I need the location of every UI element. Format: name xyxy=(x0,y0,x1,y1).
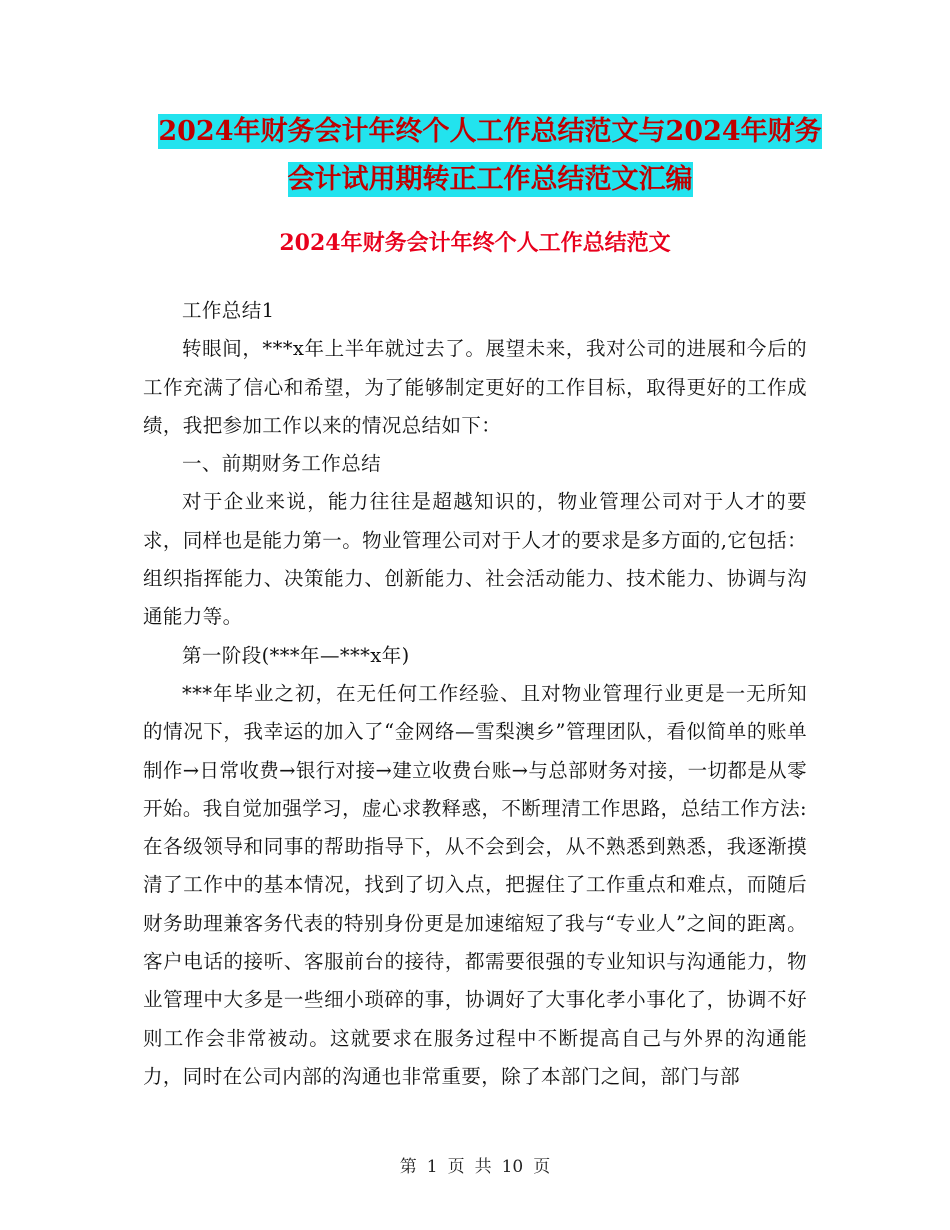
document-main-title xyxy=(140,108,840,204)
main-title-line-2: 会计试用期转正工作总结范文汇编 xyxy=(287,164,693,195)
footer-page-unit: 页 xyxy=(447,1157,465,1177)
section-title: 2024年财务会计年终个人工作总结范文 xyxy=(279,230,671,256)
paragraph-ability: 对于企业来说，能力往往是超越知识的，物业管理公司对于人才的要求，同样也是能力第一。物业管理公司对于人才的要求是多方面的,它包括：组织指挥能力、决策能力、创新能力、社会活动能力、技术能力、协调与沟通能力等。 xyxy=(143,490,807,629)
paragraph-section-heading: 一、前期财务工作总结 xyxy=(182,452,382,476)
main-title-line-1: 2024年财务会计年终个人工作总结范文与2024年财务 xyxy=(158,116,822,147)
footer-page-number: 1 xyxy=(426,1157,438,1177)
page-footer xyxy=(0,1152,950,1177)
footer-total-unit: 页 xyxy=(533,1157,551,1177)
paragraph-stage-one: ***年毕业之初，在无任何工作经验、且对物业管理行业更是一无所知的情况下，我幸运的加入了“金网络—雪梨澳乡”管理团队，看似简单的账单制作→日常收费→银行对接→建立收费台账→与总部财务对接，一切都是从零开始。我自觉加强学习，虚心求教释惑，不断理清工作思路，总结工作方法:在各级领导和同事的帮助指导下，从不会到会，从不熟悉到熟悉，我逐渐摸清了工作中的基本情况，找到了切入点，把握住了工作重点和难点，而随后财务助理兼客务代表的特别身份更是加速缩短了我与“专业人”之间的距离。客户电话的接听、客服前台的接待，都需要很强的专业知识与沟通能力，物业管理中大多是一些细小琐碎的事，协调好了大事化孝小事化了，协调不好则工作会非常被动。这就要求在服务过程中不断提高自己与外界的沟通能力，同时在公司内部的沟通也非常重要，除了本部门之间，部门与部 xyxy=(143,681,807,1088)
footer-total-label: 共 xyxy=(474,1157,492,1177)
document-body xyxy=(143,292,807,1096)
footer-page-label: 第 xyxy=(399,1157,417,1177)
footer-total-pages: 10 xyxy=(501,1157,524,1177)
paragraph-heading-summary-1: 工作总结1 xyxy=(182,299,275,322)
paragraph-stage-heading: 第一阶段(***年—***x年) xyxy=(182,643,410,667)
paragraph-intro: 转眼间，***x年上半年就过去了。展望未来，我对公司的进展和今后的工作充满了信心和希望，为了能够制定更好的工作目标，取得更好的工作成绩，我把参加工作以来的情况总结如下： xyxy=(143,337,807,437)
